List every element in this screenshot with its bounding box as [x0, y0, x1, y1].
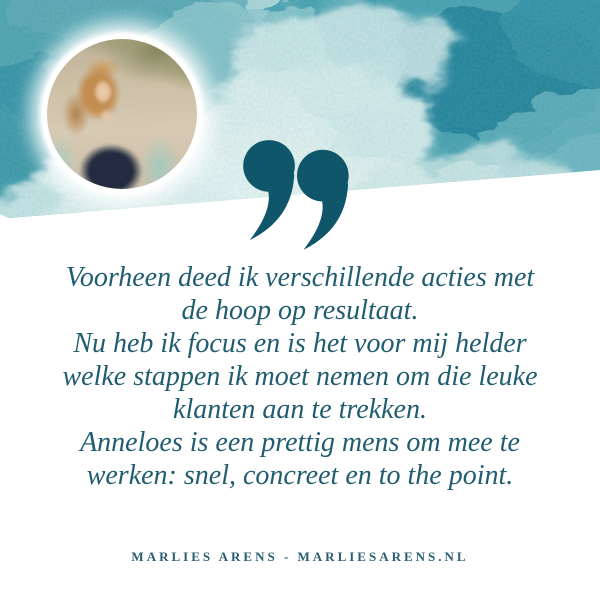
quote-line: Nu heb ik focus en is het voor mij helder: [73, 328, 527, 359]
profile-photo: [47, 39, 197, 189]
quote-text: [0, 261, 600, 492]
quote-line: Anneloes is een prettig mens om mee te: [80, 427, 520, 458]
closing-double-quote-icon: [243, 139, 351, 252]
quote-line: Voorheen deed ik verschillende acties met: [65, 262, 535, 293]
quote-line: de hoop op resultaat.: [181, 295, 419, 326]
quote-line: klanten aan te trekken.: [173, 394, 427, 425]
avatar-ring: [42, 34, 202, 194]
attribution: MARLIES ARENS - MARLIESARENS.NL: [131, 549, 469, 564]
quote-line: welke stappen ik moet nemen om die leuke: [62, 361, 538, 392]
avatar: [47, 39, 197, 189]
quote-line: werken: snel, concreet en to the point.: [86, 460, 514, 491]
